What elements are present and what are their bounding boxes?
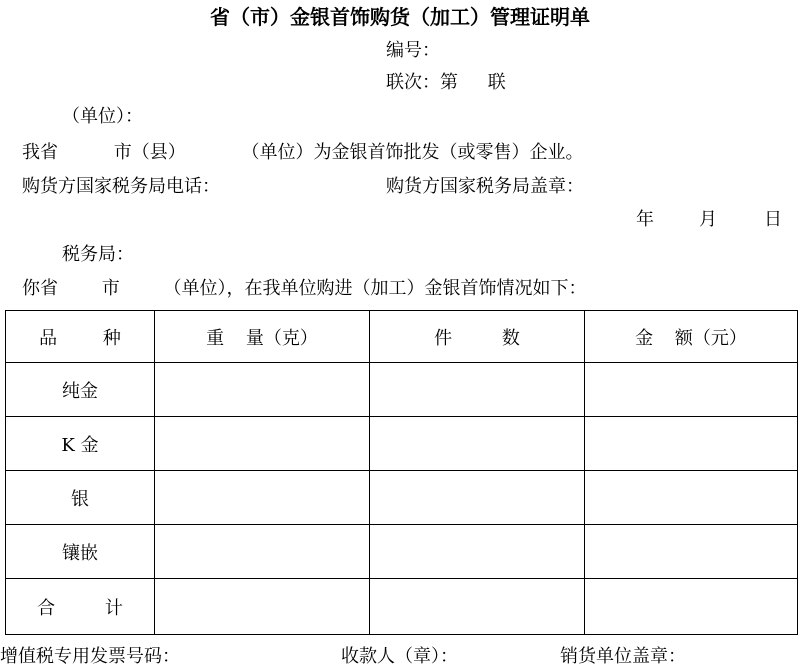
purchase-statement: 你省 市 （单位），在我单位购进（加工）金银首饰情况如下： [22, 278, 587, 299]
table-header-row [6, 311, 798, 363]
table-row [6, 417, 798, 471]
row-label-inlaid: 镶嵌 [6, 525, 155, 579]
cell-quantity[interactable] [370, 471, 585, 525]
header-quantity: 件 数 [370, 311, 585, 363]
table-total-row [6, 579, 798, 635]
table-row [6, 471, 798, 525]
copy-number-label: 联次：第 联 [386, 72, 506, 93]
date-day: 日 [764, 209, 782, 230]
cell-weight[interactable] [155, 525, 370, 579]
table-row [6, 525, 798, 579]
row-label-pure-gold: 纯金 [6, 363, 155, 417]
row-label-k-gold: K 金 [6, 417, 155, 471]
cell-weight[interactable] [155, 417, 370, 471]
header-weight: 重 量（克） [155, 311, 370, 363]
cell-amount[interactable] [585, 579, 798, 635]
cell-quantity[interactable] [370, 525, 585, 579]
buyer-tax-phone-label: 购货方国家税务局电话： [22, 176, 220, 197]
date-month: 月 [699, 209, 717, 230]
document-title: 省（市）金银首饰购货（加工）管理证明单 [210, 5, 590, 29]
cell-amount[interactable] [585, 363, 798, 417]
cell-weight[interactable] [155, 363, 370, 417]
cell-amount[interactable] [585, 525, 798, 579]
cell-quantity[interactable] [370, 579, 585, 635]
header-amount: 金 额（元） [585, 311, 798, 363]
row-label-total: 合 计 [6, 579, 155, 635]
header-variety: 品 种 [6, 311, 155, 363]
cell-amount[interactable] [585, 417, 798, 471]
enterprise-statement: 我省 市（县） （单位）为金银首饰批发（或零售）企业。 [22, 142, 584, 163]
serial-number-label: 编号： [386, 40, 440, 61]
purchase-table [5, 310, 798, 635]
seller-seal-label: 销货单位盖章： [560, 646, 686, 667]
addressee-unit-line: （单位）： [62, 106, 143, 127]
cell-quantity[interactable] [370, 417, 585, 471]
payee-label: 收款人（章）： [341, 646, 458, 667]
table-row [6, 363, 798, 417]
tax-bureau-label: 税务局： [62, 244, 134, 265]
vat-invoice-number-label: 增值税专用发票号码： [0, 646, 180, 667]
row-label-silver: 银 [6, 471, 155, 525]
cell-weight[interactable] [155, 579, 370, 635]
buyer-tax-seal-label: 购货方国家税务局盖章： [386, 176, 584, 197]
cell-weight[interactable] [155, 471, 370, 525]
date-year: 年 [636, 209, 654, 230]
cell-quantity[interactable] [370, 363, 585, 417]
cell-amount[interactable] [585, 471, 798, 525]
